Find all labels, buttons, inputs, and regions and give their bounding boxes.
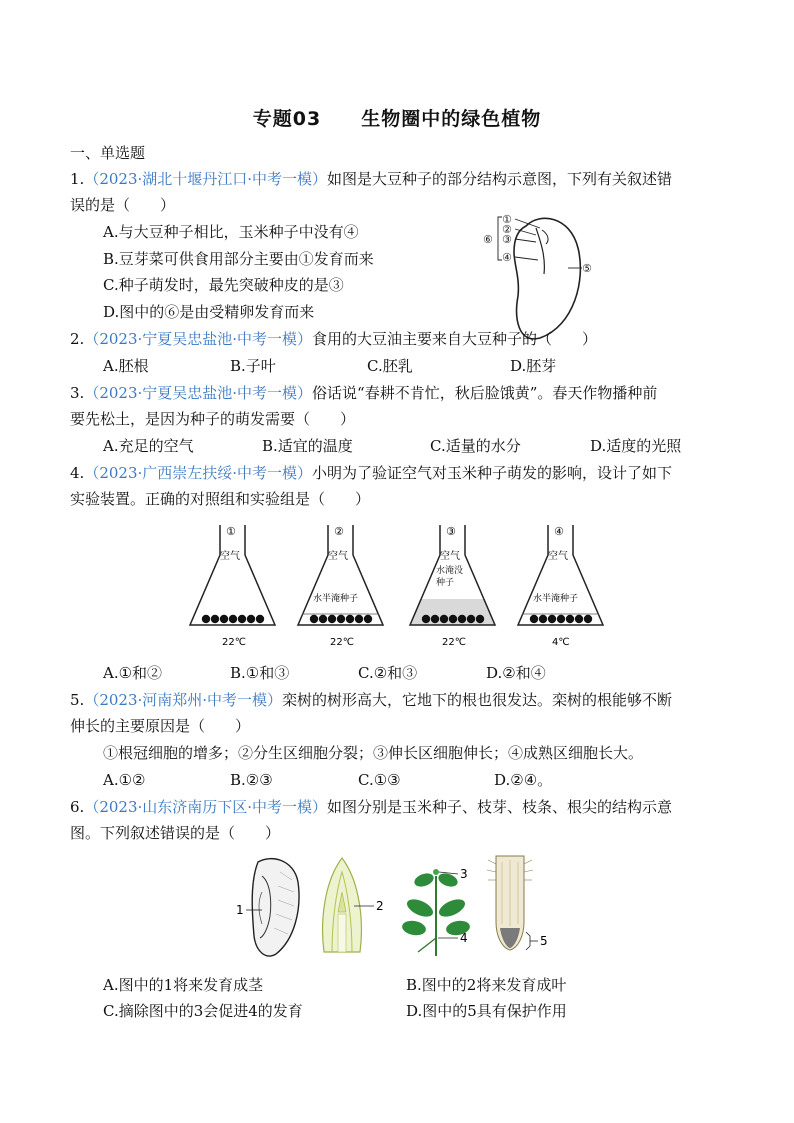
branch-bud bbox=[323, 858, 384, 952]
branch bbox=[401, 867, 471, 956]
q6-option-b[interactable]: B.图中的2将来发育成叶 bbox=[406, 976, 567, 994]
q1-option-b[interactable]: B.豆芽菜可供食用部分主要由①发育而来 bbox=[103, 250, 374, 268]
q3-option-d[interactable]: D.适度的光照 bbox=[590, 437, 682, 455]
flask-3-label: 水淹没种子 bbox=[436, 566, 464, 588]
plant-label-1: 1 bbox=[236, 903, 244, 917]
q4-number: 4. bbox=[70, 464, 85, 482]
q6-stem-line1 bbox=[70, 797, 672, 817]
flask-2-temp: 22℃ bbox=[330, 637, 354, 648]
q6-source: （2023·山东济南历下区·中考一模） bbox=[84, 798, 328, 816]
flask-4-number: ④ bbox=[554, 525, 564, 538]
plant-label-2: 2 bbox=[376, 899, 384, 913]
embryo-axis bbox=[536, 228, 544, 274]
q4-stem-line2: 实验装置。正确的对照组和实验组是（ ） bbox=[70, 490, 371, 508]
q2-option-b[interactable]: B.子叶 bbox=[230, 357, 276, 375]
q4-option-c[interactable]: C.②和③ bbox=[358, 664, 418, 682]
flask-4-temp: 4℃ bbox=[552, 637, 570, 648]
flask-2 bbox=[298, 525, 383, 648]
q6-option-a[interactable]: A.图中的1将来发育成茎 bbox=[103, 976, 264, 994]
flask-1 bbox=[190, 525, 275, 648]
q3-stem1: 俗话说“春耕不肯忙，秋后脸饿黄”。春天作物播种前 bbox=[312, 384, 658, 402]
flask-3-air: 空气 bbox=[440, 551, 460, 562]
q4-option-a[interactable]: A.①和② bbox=[103, 664, 163, 682]
title-topic: 专题03 bbox=[252, 108, 322, 130]
q6-number: 6. bbox=[70, 798, 85, 816]
flask-2-label: 水半淹种子 bbox=[313, 594, 359, 604]
q5-source: （2023·河南郑州·中考一模） bbox=[84, 691, 283, 709]
q1-source: （2023·湖北十堰丹江口·中考一模） bbox=[84, 170, 328, 188]
flask-2-number: ② bbox=[334, 525, 344, 538]
q3-option-c[interactable]: C.适量的水分 bbox=[430, 437, 521, 455]
root-tip bbox=[487, 856, 548, 950]
plant-label-5: 5 bbox=[540, 934, 548, 948]
q5-option-d[interactable]: D.②④。 bbox=[494, 771, 553, 789]
q6-option-c[interactable]: C.摘除图中的3会促进4的发育 bbox=[103, 1002, 303, 1020]
q1-option-a[interactable]: A.与大豆种子相比，玉米种子中没有④ bbox=[103, 223, 359, 241]
flask-3-number: ③ bbox=[446, 525, 456, 538]
flask-4-label: 水半淹种子 bbox=[533, 594, 579, 604]
q5-statement: ①根冠细胞的增多；②分生区细胞分裂；③伸长区细胞伸长；④成熟区细胞长大。 bbox=[103, 744, 644, 762]
q3-source: （2023·宁夏吴忠盐池·中考一模） bbox=[84, 384, 313, 402]
title-name: 生物圈中的绿色植物 bbox=[361, 108, 542, 130]
q3-stem-line1 bbox=[70, 383, 657, 403]
q6-option-d[interactable]: D.图中的5具有保护作用 bbox=[406, 1002, 567, 1020]
plumule bbox=[542, 230, 548, 244]
page-title bbox=[0, 104, 794, 131]
q3-stem-line2: 要先松土，是因为种子的萌发需要（ ） bbox=[70, 410, 356, 428]
flask-experiment-diagram bbox=[180, 515, 620, 655]
plant-structure-diagram bbox=[232, 852, 562, 962]
q1-option-c[interactable]: C.种子萌发时，最先突破种皮的是③ bbox=[103, 276, 344, 294]
q5-option-b[interactable]: B.②③ bbox=[230, 771, 273, 789]
q5-stem-line2: 伸长的主要原因是（ ） bbox=[70, 717, 251, 735]
q4-stem-line1 bbox=[70, 463, 672, 483]
q4-stem1: 小明为了验证空气对玉米种子萌发的影响，设计了如下 bbox=[312, 464, 673, 482]
q5-option-a[interactable]: A.①② bbox=[103, 771, 146, 789]
q1-stem-line1 bbox=[70, 169, 672, 189]
q2-source: （2023·宁夏吴忠盐池·中考一模） bbox=[84, 330, 313, 348]
flask-3 bbox=[410, 525, 495, 648]
flask-3-temp: 22℃ bbox=[442, 637, 466, 648]
corn-seed bbox=[236, 859, 299, 956]
q6-stem-line2: 图。下列叙述错误的是（ ） bbox=[70, 824, 281, 842]
q2-option-a[interactable]: A.胚根 bbox=[103, 357, 149, 375]
q5-stem1: 栾树的树形高大，它地下的根也很发达。栾树的根能够不断 bbox=[282, 691, 673, 709]
label-2: ② bbox=[502, 223, 512, 236]
flask-1-number: ① bbox=[226, 525, 236, 538]
q5-number: 5. bbox=[70, 691, 85, 709]
q3-option-a[interactable]: A.充足的空气 bbox=[103, 437, 194, 455]
q2-stem bbox=[70, 329, 597, 349]
flask-1-air: 空气 bbox=[220, 551, 240, 562]
soybean-seed-diagram bbox=[478, 208, 604, 344]
label-6: ⑥ bbox=[483, 233, 493, 246]
label-4: ④ bbox=[502, 251, 512, 264]
q2-option-c[interactable]: C.胚乳 bbox=[367, 357, 413, 375]
label-1: ① bbox=[502, 213, 512, 226]
flask-2-air: 空气 bbox=[328, 551, 348, 562]
label-3: ③ bbox=[502, 233, 512, 246]
q3-number: 3. bbox=[70, 384, 85, 402]
q1-stem-line2: 误的是（ ） bbox=[70, 196, 176, 214]
q4-source: （2023·广西崇左扶绥·中考一模） bbox=[84, 464, 313, 482]
q1-stem1: 如图是大豆种子的部分结构示意图，下列有关叙述错 bbox=[327, 170, 673, 188]
q3-option-b[interactable]: B.适宜的温度 bbox=[262, 437, 353, 455]
flask-1-temp: 22℃ bbox=[222, 637, 246, 648]
q5-option-c[interactable]: C.①③ bbox=[358, 771, 401, 789]
q2-number: 2. bbox=[70, 330, 85, 348]
q2-option-d[interactable]: D.胚芽 bbox=[510, 357, 557, 375]
q6-stem1: 如图分别是玉米种子、枝芽、枝条、根尖的结构示意 bbox=[327, 798, 673, 816]
q4-option-b[interactable]: B.①和③ bbox=[230, 664, 290, 682]
q1-option-d[interactable]: D.图中的⑥是由受精卵发育而来 bbox=[103, 303, 315, 321]
q5-stem-line1 bbox=[70, 690, 672, 710]
plant-label-4: 4 bbox=[460, 931, 468, 945]
plant-label-3: 3 bbox=[460, 867, 468, 881]
flask-4 bbox=[518, 525, 603, 648]
flask-4-air: 空气 bbox=[548, 551, 568, 562]
q1-number: 1. bbox=[70, 170, 85, 188]
q4-option-d[interactable]: D.②和④ bbox=[486, 664, 546, 682]
section-heading: 一、单选题 bbox=[70, 144, 146, 162]
label-5: ⑤ bbox=[582, 262, 592, 275]
q2-stem-text: 食用的大豆油主要来自大豆种子的（ ） bbox=[312, 330, 598, 348]
